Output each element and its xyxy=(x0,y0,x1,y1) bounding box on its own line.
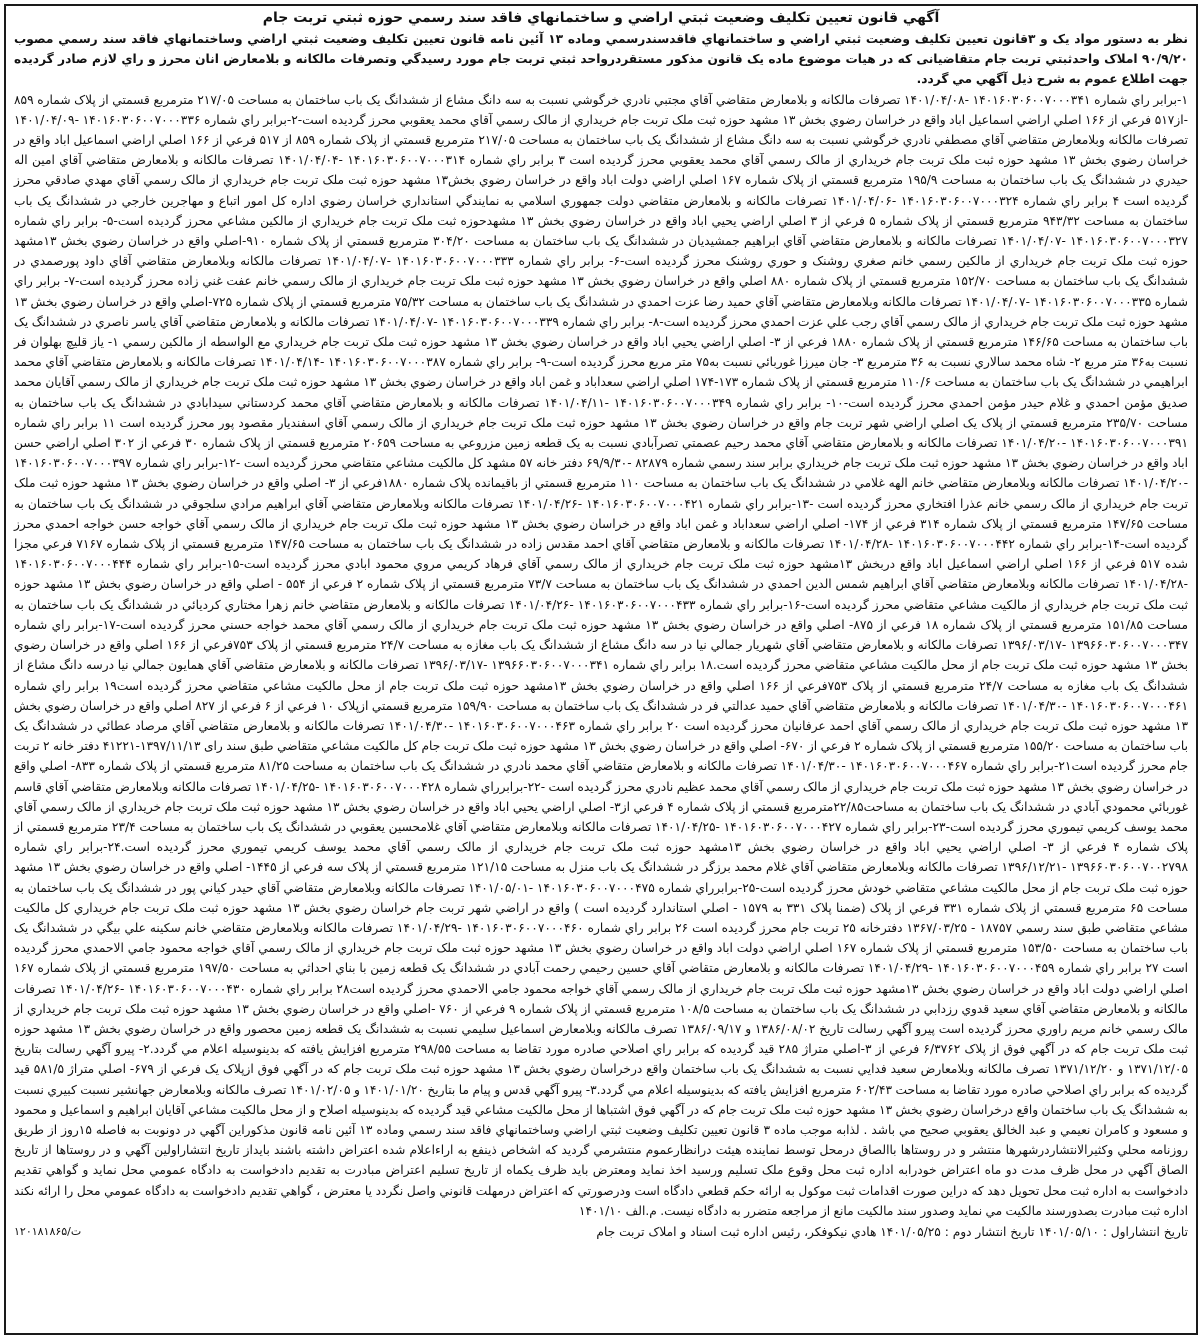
legal-notice xyxy=(4,4,1198,1335)
notice-footer xyxy=(14,1222,1188,1242)
notice-title: آگهي قانون تعيين تكليف وضعيت ثبتي اراضي و ساختمانهاي فاقد سند رسمي حوزه ثبتي تربت جام xyxy=(262,10,940,26)
notice-body xyxy=(14,29,1188,1221)
publication-info: تاريخ انتشاراول : ۱۴۰۱/۰۵/۱۰ تاريخ انتشار دوم : ۱۴۰۱/۰۵/۲۵ هادي نيکوفکر، رئيس اداره ثبت اسناد و املاک تربت جام xyxy=(596,1224,1188,1239)
notice-code: ۱۲۰۱۸۱۸۶۵/ت xyxy=(14,1224,82,1238)
notice-intro: نظر به دستور مواد يک و ۳قانون تعيين تکليف وضعيت ثبتي اراضي و ساختمانهاي فاقدسندرسمي وماده ۱۳ آئين نامه قانون تعيين تکليف وضعيت ثبتي اراضي وساختمانهاي فاقد سند رسمي مصوب ۹۰/۹/۲۰ املاک واحدثبتي تربت جام متقاضيانی که در هيات موضوع ماده يک قانون مذکور مستقردرواحد ثبتي تربت جام مورد رسيدگي وتصرفات مالکانه و بلامعارض انان محرز و راي لازم صادر گرديده جهت اطلاع عموم به شرح ذيل آگهي مي گردد. xyxy=(14,32,1189,87)
notice-rulings: ۱-برابر راي شماره ۱۴۰۱۶۰۳۰۶۰۰۷۰۰۰۳۴۱ -۱۴۰۱/۰۴/۰۸ تصرفات مالکانه و بلامعارض متقاضي آقاي مجتبي نادري خرگوشي نسبت به سه دانگ مشاع از ششدانگ يک باب ساختمان به مساحت ۲۱۷/۰۵ مترمربع قسمتي از پلاک شماره ۸۵۹ -از۵۱۷ فرعي از ۱۶۶ اصلي اراضي اسماعيل اباد واقع در خراسان رضوي بخش ۱۳ مشهد حوزه ثبت ملک تربت جام خريداري از مالک رسمي آقاي محمد يعقوبي محرز گرديده است-۲-برابر راي شماره ۱۴۰۱۶۰۳۰۶۰۰۷۰۰۰۳۳۶ -۱۴۰۱/۰۴/۰۹ تصرفات مالکانه وبلامعارض متقاضي آقاي مصطفي نادري خرگوشي نسبت به سه دانگ مشاع از ششدانگ يک باب ساختمان به مساحت ۲۱۷/۰۵ مترمربع قسمتي از پلاک شماره ۸۵۹ از ۵۱۷ فرعي از ۱۶۶ اصلي اراضي اسماعيل اباد واقع در خراسان رضوي بخش ۱۳ مشهد حوزه ثبت ملک تربت جام خريداري از مالک رسمي آقاي محمد يعقوبي محرز گرديده است ۳ برابر راي شماره ۱۴۰۱۶۰۳۰۶۰۰۷۰۰۰۳۱۴ -۱۴۰۱/۰۴/۰۴ تصرفات مالکانه و بلامعارض متقاضي آقاي امين اله حيدري در ششدانگ يک باب ساختمان به مساحت ۱۹۵/۹ مترمربع قسمتي از پلاک شماره ۱۶۷ اصلي اراضي دولت اباد واقع در خراسان رضوي بخش۱۳ مشهد حوزه ثبت ملک تربت جام خريداري از مالک رسمي آقاي مهدي صادقي محرز گرديده است ۴ برابر راي شماره ۱۴۰۱۶۰۳۰۶۰۰۷۰۰۰۳۲۴ -۱۴۰۱/۰۴/۰۶ تصرفات مالکانه و بلامعارض متقاضي دولت جمهوري اسلامي به نمايندگي استانداري خراسان رضوي اداره کل امور اتباع و مهاجرين خارجي در ششدانگ يک باب ساختمان به مساحت ۹۴۳/۳۲ مترمربع قسمتي از پلاک شماره ۵ فرعي از ۳ اصلي اراضي يحيي اباد واقع در خراسان رضوي بخش ۱۳ مشهدحوزه ثبت ملک تربت جام خريداري از مالکين مشاعي محرز گرديده است-۵- برابر راي شماره ۱۴۰۱۶۰۳۰۶۰۰۷۰۰۰۳۲۷ -۱۴۰۱/۰۴/۰۷ تصرفات مالکانه و بلامعارض متقاضي آقاي ابراهيم جمشيديان در ششدانگ يک باب ساختمان به مساحت ۳۰۴/۲۰ مترمربع قسمتي از پلاک شماره ۹۱۰-اصلي واقع در خراسان رضوي بخش ۱۳مشهد حوزه ثبت ملک تربت جام خريداري از مالکين رسمي خانم صغري روشنک و حوري روشنک محرز گرديده است-۶- برابر راي شماره ۱۴۰۱۶۰۳۰۶۰۰۷۰۰۰۳۳۳ -۱۴۰۱/۰۴/۰۷ تصرفات مالکانه وبلامعارض متقاضي آقاي داود پورصمدي در ششدانگ يک باب ساختمان به مساحت ۱۵۲/۷۰ مترمربع قسمتي از پلاک شماره ۸۸۰ اصلي واقع در خراسان رضوي بخش ۱۳ مشهد حوزه ثبت ملک تربت جام خريداري از مالک رسمي خانم عفت غني زاده محرز گرديده است-۷- برابر راي شماره ۱۴۰۱۶۰۳۰۶۰۰۷۰۰۰۳۳۵ -۱۴۰۱/۰۴/۰۷ تصرفات مالکانه وبلامعارض متقاضي آقاي حميد رضا عزت احمدي در ششدانگ يک باب ساختمان به مساحت ۷۵/۳۲ مترمربع قسمتي از پلاک شماره ۷۲۵-اصلي واقع در خراسان رضوي بخش ۱۳ مشهد حوزه ثبت ملک تربت جام خريداري از مالک رسمي آقاي رجب علي عزت احمدي محرز گرديده است-۸- برابر راي شماره ۱۴۰۱۶۰۳۰۶۰۰۷۰۰۰۳۳۹ -۱۴۰۱/۰۴/۰۷ تصرفات مالکانه و بلامعارض متقاضي آقاي ياسر ناصري در ششدانگ يک باب ساختمان به مساحت ۱۴۶/۶۵ مترمربع قسمتي از پلاک شماره ۱۸۸۰ فرعي از ۳- اصلي اراضي يحيي اباد واقع در خراسان رضوي بخش ۱۳ مشهد حوزه ثبت ملک تربت جام خريداري مع الواسطه از مالکين رسمي ۱- ياز قليچ بهلوان فر نسبت به۳۶ متر مربع ۲- شاه محمد سالاري نسبت به ۳۶ مترمربع ۳- جان ميرزا غوربائي نسبت به۷۵ متر مربع محرز گرديده است-۹- برابر راي شماره ۱۴۰۱۶۰۳۰۶۰۰۷۰۰۰۳۸۷ -۱۴۰۱/۰۴/۱۴ تصرفات مالکانه و بلامعارض متقاضي آقاي محمد ابراهيمي در ششدانگ يک باب ساختمان به مساحت ۱۱۰/۶ مترمربع قسمتي از پلاک شماره ۱۷۳-۱۷۴ اصلي اراضي سعداباد و غمن اباد واقع در خراسان رضوي بخش ۱۳ مشهد حوزه ثبت ملک تربت جام خريداري از مالک رسمي آقايان محمد صديق مؤمن احمدي و غلام حيدر مؤمن احمدي محرز گرديده است-۱۰- برابر راي شماره ۱۴۰۱۶۰۳۰۶۰۰۷۰۰۰۳۴۹ -۱۴۰۱/۰۴/۱۱ تصرفات مالکانه و بلامعارض متقاضي آقاي محمد کردستاني سيدابادي در ششدانگ يک باب ساختمان به مساحت ۲۳۵/۷۰ مترمربع قسمتي از پلاک يک اصلي اراضي شهر تربت جام واقع در خراسان رضوي بخش ۱۳ مشهد حوزه ثبت ملک تربت جام خريداري از مالک رسمي آقاي اسفنديار مقصود پور محرز گرديده است ۱۱ برابر راي شماره ۱۴۰۱۶۰۳۰۶۰۰۷۰۰۰۳۹۱ -۱۴۰۱/۰۴/۲۰ تصرفات مالکانه و بلامعارض متقاضي آقاي محمد رحيم عصمتي تصرآبادي نسبت به يک قطعه زمين مزروعي به مساحت ۲۰۶۵۹ مترمربع قسمتي از پلاک شماره ۳۰ فرعي از ۳۰۲ اصلي اراضي حسن اباد واقع در خراسان رضوي بخش ۱۳ مشهد حوزه ثبت ملک تربت جام خريداري برابر سند رسمي شماره ۸۲۸۷۹ -۶۹/۹/۳۰ دفتر خانه ۵۷ مشهد کل مالکيت مشاعي متقاضي محرز گرديده است -۱۲-برابر راي شماره ۱۴۰۱۶۰۳۰۶۰۰۷۰۰۰۳۹۷ -۱۴۰۱/۰۴/۲۰ تصرفات مالکانه وبلامعارض متقاضي خانم الهه غلامي در ششدانگ يک باب ساختمان به مساحت ۱۱۰ مترمربع قسمتي از باقيمانده پلاک شماره ۱۸۸۰فرعي از ۳- اصلي واقع در خراسان رضوي بخش ۱۳ مشهد حوزه ثبت ملک تربت جام خريداري از مالک رسمي خانم عذرا افتخاري محرز گرديده است -۱۳-برابر راي شماره ۱۴۰۱۶۰۳۰۶۰۰۷۰۰۰۴۲۱ -۱۴۰۱/۰۴/۲۶ تصرفات مالکانه وبلامعارض متقاضي آقاي ابراهيم مرادي سلجوقي در ششدانگ يک باب ساختمان به مساحت ۱۴۷/۶۵ مترمربع قسمتي از پلاک شماره ۳۱۴ فرعي از ۱۷۴- اصلي اراضي سعداباد و غمن اباد واقع در خراسان رضوي بخش ۱۳ مشهد حوزه ثبت ملک تربت جام خريداري از مالک رسمي آقاي خواجه حسن خواجه احمدي محرز گرديده است-۱۴-برابر راي شماره ۱۴۰۱۶۰۳۰۶۰۰۷۰۰۰۴۴۲ -۱۴۰۱/۰۴/۲۸ تصرفات مالکانه و بلامعارض متقاضي آقاي احمد مقدس زاده در ششدانگ يک باب ساختمان به مساحت ۱۴۷/۶۵ مترمربع قسمتي از پلاک شماره ۷۱۶۷ فرعي مجزا شده ۵۱۷ فرعي از ۱۶۶ اصلي اراضي اسماعيل اباد واقع دربخش ۱۳مشهد حوزه ثبت ملک تربت جام خريداري از مالک رسمي آقاي فرهاد کريمي مروي محمود ابادي محرز گرديده است-۱۵-برابر راي شماره ۱۴۰۱۶۰۳۰۶۰۰۷۰۰۰۴۴۴ -۱۴۰۱/۰۴/۲۸ تصرفات مالکانه وبلامعارض متقاضي آقاي ابراهيم شمس الدين احمدي در ششدانگ يک باب ساختمان به مساحت ۷۳/۷ مترمربع قسمتي از پلاک شماره ۲ فرعي از ۵۵۴ - اصلي واقع در خراسان رضوي بخش ۱۳ مشهد حوزه ثبت ملک تربت جام خريداري از مالکيت مشاعي متقاضي محرز گرديده است-۱۶-برابر راي شماره ۱۴۰۱۶۰۳۰۶۰۰۷۰۰۰۴۳۳ -۱۴۰۱/۰۴/۲۶ تصرفات مالکانه و بلامعارض متقاضي خانم زهرا مختاري کرديائي در ششدانگ يک باب ساختمان به مساحت ۱۵۱/۸۵ مترمربع قسمتي از پلاک شماره ۱۸ فرعي از ۸۷۵- اصلي واقع در خراسان رضوي بخش ۱۳ مشهد حوزه ثبت ملک تربت جام خريداري از مالک رسمي آقاي محمد خواجه حسني محرز گرديده است-۱۷-برابر راي شماره ۱۳۹۶۶۰۳۰۶۰۰۷۰۰۰۳۴۷ -۱۳۹۶/۰۳/۱۷ تصرفات مالکانه و بلامعارض متقاضي آقاي شهريار جمالي نيا در سه دانگ مشاع از ششدانگ يک باب مغازه به مساحت ۲۴/۷ مترمربع قسمتي از پلاک ۷۵۳فرعي از ۱۶۶ اصلي واقع در خراسان رضوي بخش ۱۳ مشهد حوزه ثبت ملک تربت جام از محل مالکيت مشاعي متقاضي محرز گرديده است.۱۸ برابر راي شماره ۱۳۹۶۶۰۳۰۶۰۰۷۰۰۰۳۴۱ -۱۳۹۶/۰۳/۱۷ تصرفات مالکانه و بلامعارض متقاضي آقاي همايون جمالي نيا درسه دانگ مشاع از ششدانگ يک باب مغازه به مساحت ۲۴/۷ مترمربع قسمتي از پلاک ۷۵۳فرعي از ۱۶۶ اصلي واقع در خراسان رضوي بخش ۱۳مشهد حوزه ثبت ملک تربت جام از محل مالکيت مشاعي متقاضي محرز گرديده است۱۹ برابر راي شماره ۱۴۰۱۶۰۳۰۶۰۰۷۰۰۰۴۶۱ -۱۴۰۱/۰۴/۳۰ تصرفات مالکانه و بلامعارض متقاضي آقاي حميد عدالتي فر در ششدانگ يک باب ساختمان به مساحت ۱۵۹/۹۰ مترمربع قسمتي ازپلاک ۱۰ فرعي از ۶ فرعي از ۸۲۷ اصلي واقع در خراسان رضوي بخش ۱۳ مشهد حوزه ثبت ملک تربت جام خريداري از مالک رسمي آقاي احمد عرفانيان محرز گرديده است ۲۰ برابر راي شماره ۱۴۰۱۶۰۳۰۶۰۰۷۰۰۰۴۶۳ -۱۴۰۱/۰۴/۳۰ تصرفات مالکانه و بلامعارض متقاضي آقاي مرصاد عطائي در ششدانگ يک باب ساختمان به مساحت ۱۵۵/۲۰ مترمربع قسمتي از پلاک شماره ۲ فرعي از ۶۷۰- اصلي واقع در خراسان رضوي بخش ۱۳ مشهد حوزه ثبت ملک تربت جام کل مالکيت مشاعي متقاضي طبق سند رای ۱۳۹۷/۱۱/۱۳-۴۱۲۲۱ دفتر خانه ۲ تربت جام محرز گرديده است۲۱-برابر راي شماره ۱۴۰۱۶۰۳۰۶۰۰۷۰۰۰۴۶۷ -۱۴۰۱/۰۴/۳۰ تصرفات مالکانه و بلامعارض متقاضي آقاي محمد نادري در ششدانگ يک باب ساختمان به مساحت ۸۱/۲۵ مترمربع قسمتي از پلاک شماره ۸۳۳- اصلي واقع در خراسان رضوي بخش ۱۳ مشهد حوزه ثبت ملک تربت جام خريداري از مالک رسمي آقاي محمد عظيم نادري محرز گرديده است -۲۲-برابرراي شماره ۱۴۰۱۶۰۳۰۶۰۰۷۰۰۰۴۲۸ -۱۴۰۱/۰۴/۲۵ تصرفات مالکانه وبلامعارض متقاضي آقاي قاسم غوربائي محمودي آبادي در ششدانگ يک باب ساختمان به مساحت۲۲/۸۵مترمربع قسمتي از پلاک شماره ۴ فرعي از۳- اصلي اراضي يحيي اباد واقع در خراسان رضوي بخش ۱۳ مشهد حوزه ثبت ملک تربت جام خريداري از مالک رسمي آقاي محمد يوسف کريمي تيموري محرز گرديده است-۲۳-برابر راي شماره ۱۴۰۱۶۰۳۰۶۰۰۷۰۰۰۴۲۷ -۱۴۰۱/۰۴/۲۵ تصرفات مالکانه وبلامعارض متقاضي آقاي غلامحسين يعقوبي در ششدانگ يک باب ساختمان به مساحت ۲۳/۴ مترمربع قسمتي از پلاک شماره ۴ فرعي از ۳- اصلي اراضي يحيي اباد واقع در خراسان رضوي بخش ۱۳مشهد حوزه ثبت ملک تربت جام خريداري از مالک رسمي آقاي محمد يوسف کريمي تيموري محرز گرديده است.۲۴-برابر راي شماره ۱۳۹۶۶۰۳۰۶۰۰۷۰۰۲۷۹۸ -۱۳۹۶/۱۲/۲۱ تصرفات مالکانه وبلامعارض متقاضي آقاي غلام محمد برزگر در ششدانگ يک باب منزل به مساحت ۱۲۱/۱۵ مترمربع قسمتي از پلاک سه فرعي از ۱۴۴۵- اصلي واقع در خراسان رضوي بخش ۱۳ مشهد حوزه ثبت ملک تربت جام از محل مالکيت مشاعي متقاضي خودش محرز گرديده است-۲۵-برابرراي شماره ۱۴۰۱۶۰۳۰۶۰۰۷۰۰۰۴۷۵ -۱۴۰۱/۰۵/۰۱ تصرفات مالکانه وبلامعارض متقاضي آقاي حيدر کياني پور در ششدانگ يک باب ساختمان به مساحت ۶۵ مترمربع قسمتي از پلاک شماره ۳۳۱ فرعي از پلاک (ضمنا پلاک ۳۳۱ به ۱۵۷۹ - اصلي استاندارد گرديده است ) واقع در اراضي شهر تربت جام خراسان رضوي بخش ۱۳ مشهد حوزه ثبت ملک تربت جام خريداري کل مالکيت مشاعي متقاضي طبق سند رسمي ۱۸۷۵۷ - ۱۳۶۷/۰۳/۲۵ دفترخانه ۲۵ تربت جام محرز گرديده است ۲۶ برابر راي شماره ۱۴۰۱۶۰۳۰۶۰۰۷۰۰۰۴۶۰ -۱۴۰۱/۰۴/۲۹ تصرفات مالکانه وبلامعارض متقاضي خانم سکينه علي بيگي در ششدانگ يک باب ساختمان به مساحت ۱۵۳/۵۰ مترمربع قسمتي از پلاک شماره ۱۶۷ اصلي اراضي دولت اباد واقع در خراسان رضوي بخش ۱۳ مشهد حوزه ثبت ملک تربت جام خريداري از مالک رسمي آقاي خواجه محمود جامي الاحمدي محرز گرديده است ۲۷ برابر راي شماره ۱۴۰۱۶۰۳۰۶۰۰۷۰۰۰۴۵۹ -۱۴۰۱/۰۴/۲۹ تصرفات مالکانه و بلامعارض متقاضي آقاي حسين رحيمي رحمت آبادي در ششدانگ يک قطعه زمين با بناي احداثي به مساحت ۱۹۷/۵۰ مترمربع قسمتي از پلاک شماره ۱۶۷ اصلي اراضي دولت اباد واقع در خراسان رضوي بخش ۱۳مشهد حوزه ثبت ملک تربت جام خريداري از مالک رسمي آقاي خواجه محمود جامي الاحمدي محرز گرديده است۲۸ برابر راي شماره ۱۴۰۱۶۰۳۰۶۰۰۷۰۰۰۴۳۰ -۱۴۰۱/۰۴/۲۶ تصرفات مالکانه و بلامعارض متقاضي آقاي سعيد قدوي رزدابي در ششدانگ يک باب ساختمان به مساحت ۱۰۸/۵ مترمربع قسمتي از پلاک شماره ۹ فرعي از ۷۶۰ -اصلي واقع در خراسان رضوي بخش ۱۳ مشهد حوزه ثبت ملک تربت جام خريداري از مالک رسمي خانم مريم راوري محرز گرديده است پيرو آگهي رسالت تاريخ ۱۳۸۶/۰۸/۰۲ و ۱۳۸۶/۰۹/۱۷ تصرف مالکانه وبلامعارض اسماعيل سليمي نسبت به ششدانگ يک قطعه زمين محصور واقع در خراسان رضوي بخش ۱۳ مشهد حوزه ثبت ملک تربت جام که در آگهي فوق از پلاک ۶/۳۷۶۲ فرعي از ۳-اصلي متراژ ۲۸۵ قيد گرديده که برابر راي اصلاحي صادره مورد تقاضا به مساحت ۲۹۸/۵۵ مترمربع افزايش يافته که بدينوسيله اعلام مي گردد.۲- پيرو آگهي رسالت بتاريخ ۱۳۷۱/۱۲/۰۵ و ۱۳۷۱/۱۲/۲۰ تصرف مالکانه وبلامعارض سعيد فدايي نسبت به ششدانگ يک باب ساختمان واقع درخراسان رضوي بخش ۱۳ مشهد حوزه ثبت ملک تربت جام که در آگهي فوق ازپلاک يک فرعي از ۶۷۹- اصلي متراژ ۵۸۱/۵ قيد گرديده که برابر راي اصلاحي صادره مورد تقاضا به مساحت ۶۰۲/۴۳ مترمربع افزايش يافته که بدينوسيله اعلام مي گردد.۳- پيرو آگهي قدس و پيام ما بتاريخ ۱۴۰۱/۰۱/۲۰ و ۱۴۰۱/۰۲/۰۵ تصرف مالکانه وبلامعارض جهانشير نسبت کبيري نسبت به ششدانگ يک باب ساختمان واقع درخراسان رضوي بخش ۱۳ مشهد حوزه ثبت ملک تربت جام که در آگهي فوق اشتباها از محل مالکيت مشاعي قيد گرديده که بدينوسيله اصلاح و از محل مالکيت مشاعي آقايان ابراهيم و اسماعيل و محمود و مسعود و کامران نعيمي و عبد الخالق يعقوبي صحيح مي باشد . لذابه موجب ماده ۳ قانون تعيين تکليف وضعيت ثبتي اراضي وساختمانهاي فاقد سند رسمي وماده ۱۳ آئين نامه قانون مذکوراين آگهي در دونوبت به فاصله ۱۵روز از طريق روزنامه محلي وکثيرالانتشاردرشهرها منتشر و در روستاها باالصاق درمحل توسط نماينده هيئت درانظارعموم منتشرمي گرديد که اشخاص ذينفع به اراءاعلام شده اعتراض داشته باشند بايداز تاريخ انتشاراولين آگهي و در روستاها از تاريخ الصاق آگهي در محل ظرف مدت دو ماه اعتراض خودرابه اداره ثبت محل وقوع ملک تسليم ورسيد اخذ نمايد ومعترض بايد ظرف يکماه از تاريخ تسليم اعتراض مبادرت به تقديم دادخواست به دادگاه عمومي محل نمايد و گواهي تقديم دادخواست به اداره ثبت محل تحويل دهد که دراين صورت اقدامات ثبت موکول به ارائه حکم قطعي دادگاه است ودرصورتي که اعتراض درمهلت قانوني واصل نگردد يا معترض ، گواهي تقديم دادخواست به دادگاه عمومي محل را ارائه نکند اداره ثبت مبادرت بصدورسند مالکيت مي نمايد وصدور سند مالکيت مانع از مراجعه متضرر به دادگاه نيست. م.الف ۱۴۰۱/۱۰ xyxy=(14,92,1189,1218)
